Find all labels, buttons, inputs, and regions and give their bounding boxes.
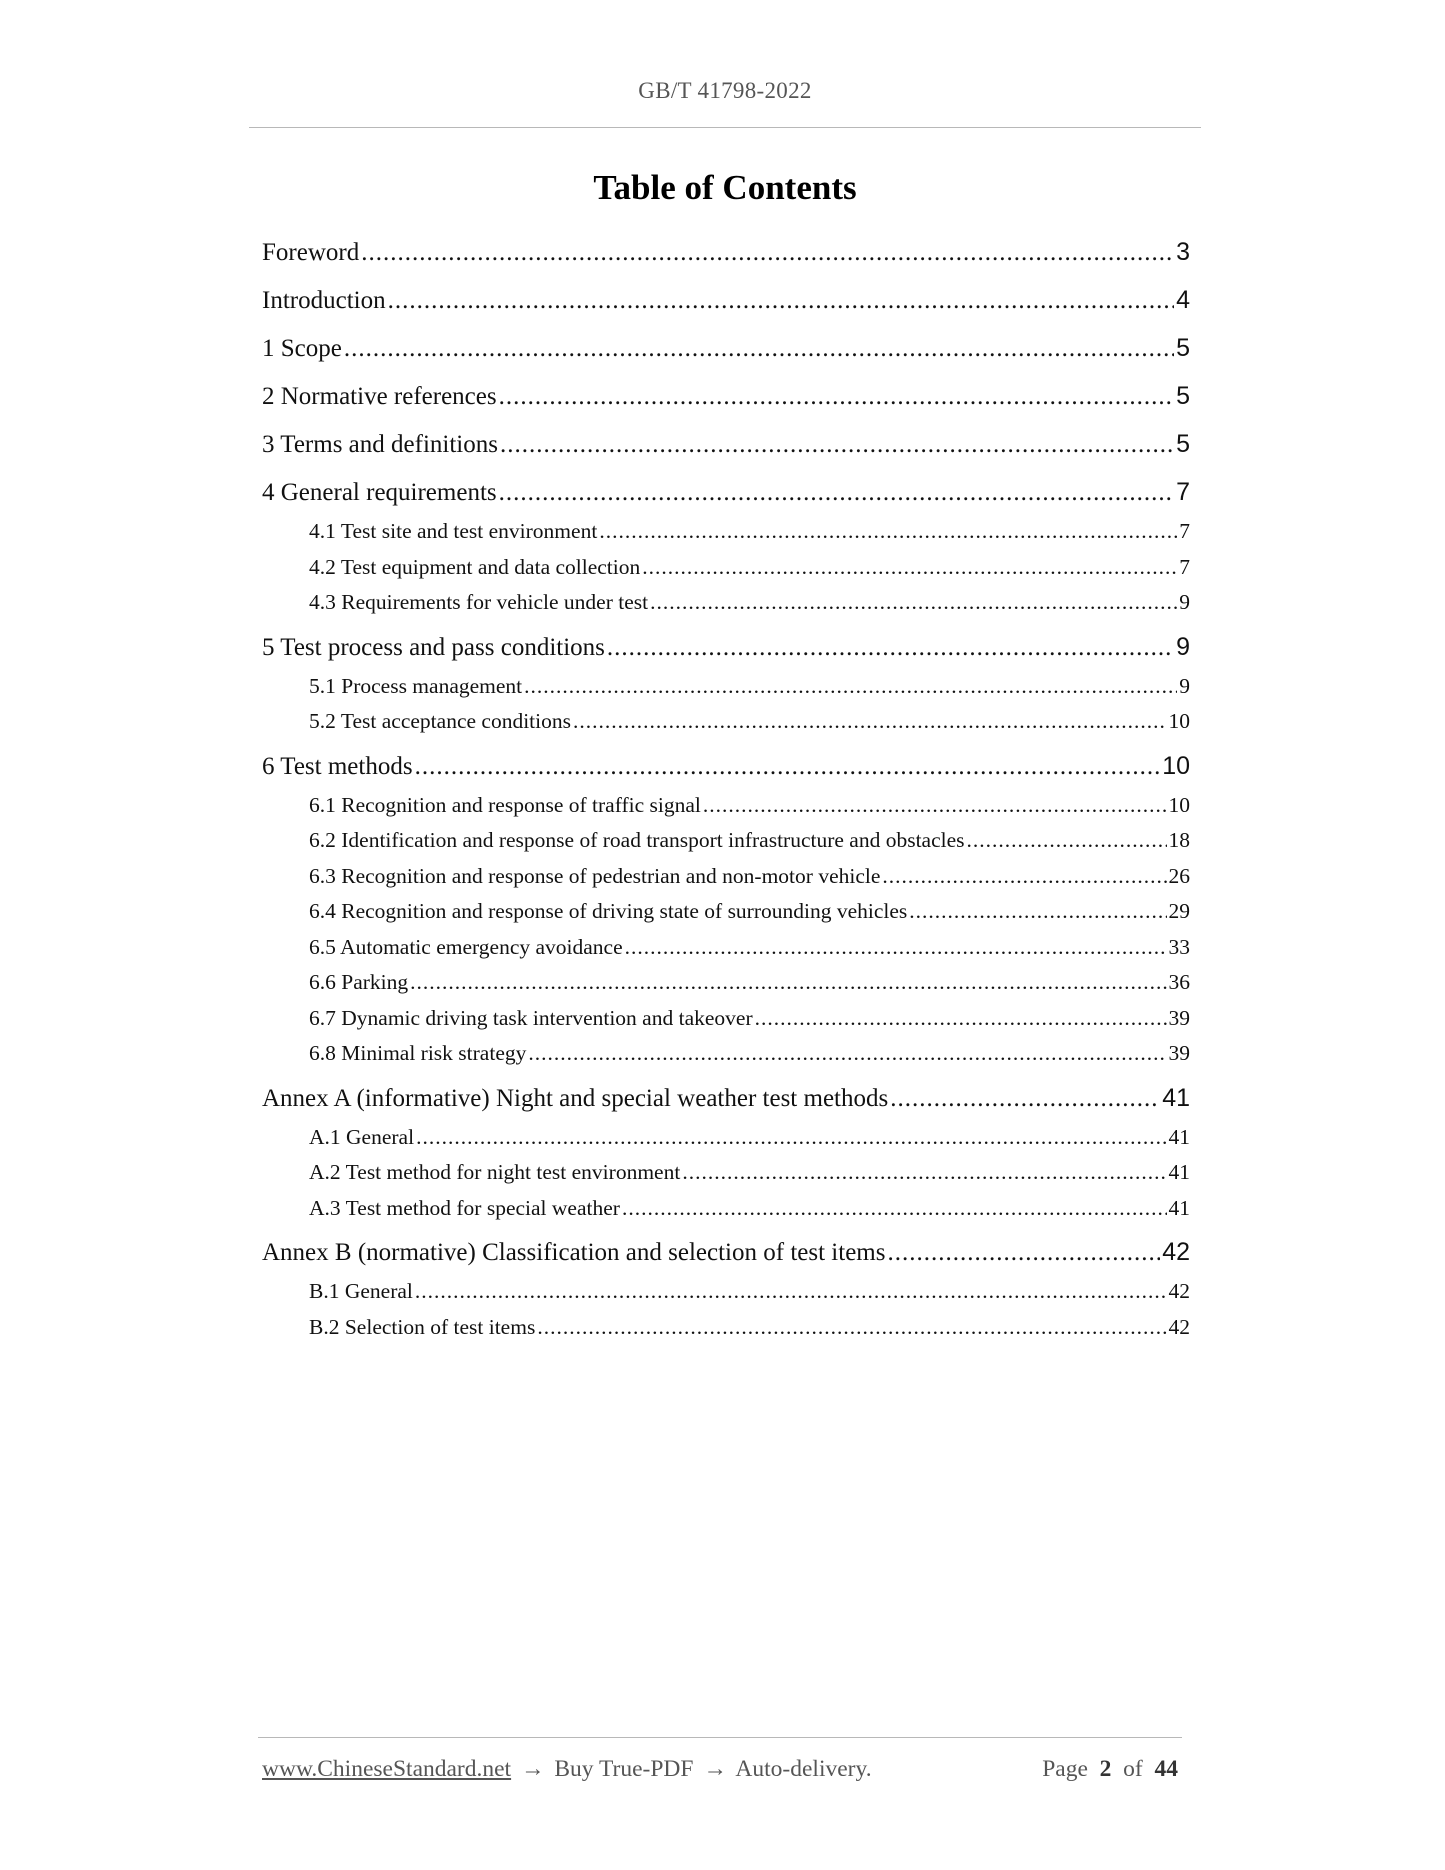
toc-subentry[interactable]	[262, 930, 1190, 966]
toc-entry-label: 5.2 Test acceptance conditions	[309, 709, 571, 733]
toc-entry-label: A.1 General	[309, 1124, 415, 1149]
arrow-right-icon: →	[520, 1756, 545, 1782]
toc-dot-leader	[361, 231, 1174, 275]
toc-entry[interactable]	[262, 625, 1190, 669]
toc-page-number: 39	[1168, 1005, 1190, 1030]
toc-subentry[interactable]	[262, 514, 1190, 550]
toc-entry-label: 6.7 Dynamic driving task intervention and takeover	[309, 1005, 753, 1030]
toc-entry-label: 1 Scope	[262, 335, 342, 362]
toc-dot-leader	[642, 550, 1177, 586]
toc-entry-label: 4.1 Test site and test environment	[309, 519, 598, 543]
toc-entry[interactable]	[262, 1230, 1190, 1274]
buy-pdf-text: Buy True-PDF	[554, 1756, 694, 1782]
toc-entry[interactable]	[262, 278, 1190, 322]
toc-page-number: 36	[1168, 970, 1190, 994]
toc-entry-label: 6.8 Minimal risk strategy	[309, 1041, 527, 1065]
toc-page-number: 33	[1168, 934, 1190, 959]
toc-page-number: 3	[1176, 238, 1190, 266]
toc-dot-leader	[500, 423, 1174, 467]
toc-page-number: 5	[1176, 430, 1190, 458]
toc-subentry[interactable]	[262, 965, 1190, 1001]
toc-subentry[interactable]	[262, 894, 1190, 930]
toc-subentry[interactable]	[262, 1001, 1190, 1037]
toc-entry-label: 2 Normative references	[262, 383, 497, 410]
toc-dot-leader	[909, 894, 1166, 930]
toc-dot-leader	[416, 1120, 1166, 1156]
toc-entry-label: 5.1 Process management	[309, 673, 523, 698]
toc-dot-leader	[344, 327, 1174, 371]
table-of-contents	[262, 230, 1190, 1345]
footer-divider	[258, 1737, 1182, 1738]
toc-page-number: 9	[1179, 673, 1190, 698]
of-word: of	[1123, 1756, 1143, 1782]
toc-page-number: 5	[1176, 382, 1190, 410]
toc-subentry[interactable]	[262, 585, 1190, 621]
toc-dot-leader	[650, 585, 1177, 621]
toc-dot-leader	[528, 1036, 1166, 1072]
toc-page-number: 5	[1176, 334, 1190, 362]
toc-dot-leader	[599, 514, 1177, 550]
toc-entry-label: 6.3 Recognition and response of pedestrian and non-motor vehicle	[309, 863, 881, 888]
toc-entry-label: Foreword	[262, 239, 360, 266]
toc-subentry[interactable]	[262, 1191, 1190, 1227]
toc-dot-leader	[573, 704, 1167, 740]
toc-page-number: 7	[1179, 554, 1190, 579]
header-divider	[249, 127, 1201, 128]
toc-page-number: 10	[1168, 709, 1190, 733]
toc-entry-label: 6.6 Parking	[309, 970, 409, 994]
footer-promo	[262, 1756, 872, 1783]
toc-page-number: 42	[1162, 1238, 1190, 1266]
toc-dot-leader	[890, 1077, 1160, 1121]
auto-delivery-text: Auto-delivery.	[735, 1756, 872, 1782]
toc-entry[interactable]	[262, 1076, 1190, 1120]
toc-page-number: 41	[1168, 1124, 1190, 1149]
toc-entry[interactable]	[262, 230, 1190, 274]
toc-subentry[interactable]	[262, 669, 1190, 705]
toc-entry[interactable]	[262, 326, 1190, 370]
toc-page-number: 10	[1162, 751, 1190, 780]
toc-subentry[interactable]	[262, 788, 1190, 824]
toc-page-number: 41	[1168, 1160, 1190, 1184]
toc-page-number: 4	[1176, 286, 1190, 314]
toc-subentry[interactable]	[262, 1155, 1190, 1191]
toc-entry[interactable]	[262, 374, 1190, 418]
toc-title: Table of Contents	[593, 168, 857, 207]
toc-dot-leader	[882, 859, 1166, 895]
toc-subentry[interactable]	[262, 1310, 1190, 1346]
toc-page-number: 7	[1179, 519, 1190, 543]
page-word: Page	[1042, 1756, 1088, 1782]
toc-dot-leader	[410, 965, 1166, 1001]
toc-subentry[interactable]	[262, 1036, 1190, 1072]
toc-subentry[interactable]	[262, 823, 1190, 859]
toc-entry-label: A.3 Test method for special weather	[309, 1195, 620, 1220]
toc-page-number: 42	[1168, 1314, 1190, 1339]
toc-page-number: 10	[1168, 792, 1190, 817]
toc-page-number: 18	[1168, 828, 1190, 852]
toc-page-number: 9	[1176, 632, 1190, 661]
toc-entry-label: 5 Test process and pass conditions	[262, 633, 605, 661]
toc-page-number: 29	[1168, 899, 1190, 923]
page-number	[1042, 1756, 1178, 1783]
toc-entry[interactable]	[262, 470, 1190, 514]
toc-page-number: 39	[1168, 1041, 1190, 1065]
toc-page-number: 41	[1162, 1083, 1190, 1112]
toc-page-number: 26	[1168, 863, 1190, 888]
toc-dot-leader	[703, 788, 1167, 824]
toc-dot-leader	[499, 375, 1174, 419]
page-current: 2	[1099, 1756, 1112, 1782]
toc-dot-leader	[622, 1191, 1167, 1227]
toc-entry-label: Introduction	[262, 287, 386, 314]
site-link[interactable]: www.ChineseStandard.net	[262, 1756, 512, 1782]
toc-dot-leader	[524, 669, 1177, 705]
page-total: 44	[1154, 1756, 1178, 1782]
toc-dot-leader	[607, 626, 1174, 670]
toc-page-number: 7	[1176, 478, 1190, 506]
toc-entry-label: B.1 General	[309, 1279, 413, 1303]
toc-entry-label: A.2 Test method for night test environment	[309, 1160, 681, 1184]
toc-subentry[interactable]	[262, 1120, 1190, 1156]
toc-entry-label: 4.3 Requirements for vehicle under test	[309, 590, 649, 614]
toc-entry-label: 6.2 Identification and response of road transport infrastructure and obstacles	[309, 828, 965, 852]
toc-entry-label: 6.5 Automatic emergency avoidance	[309, 934, 623, 959]
toc-entry-label: 6.1 Recognition and response of traffic signal	[309, 792, 701, 817]
toc-entry[interactable]	[262, 422, 1190, 466]
toc-subentry[interactable]	[262, 859, 1190, 895]
toc-dot-leader	[415, 1274, 1167, 1310]
toc-dot-leader	[625, 930, 1167, 966]
toc-dot-leader	[755, 1001, 1167, 1037]
toc-entry-label: B.2 Selection of test items	[309, 1314, 536, 1339]
toc-entry-label: 6.4 Recognition and response of driving state of surrounding vehicles	[309, 899, 908, 923]
toc-entry-label: 6 Test methods	[262, 752, 413, 780]
toc-dot-leader	[537, 1310, 1166, 1346]
toc-entry-label: 4 General requirements	[262, 479, 497, 506]
toc-dot-leader	[415, 745, 1161, 789]
toc-subentry[interactable]	[262, 704, 1190, 740]
toc-subentry[interactable]	[262, 550, 1190, 586]
toc-page-number: 9	[1179, 590, 1190, 614]
toc-subentry[interactable]	[262, 1274, 1190, 1310]
toc-entry-label: 3 Terms and definitions	[262, 431, 498, 458]
toc-page-number: 41	[1168, 1195, 1190, 1220]
toc-entry[interactable]	[262, 744, 1190, 788]
toc-entry-label: 4.2 Test equipment and data collection	[309, 554, 641, 579]
toc-entry-label: Annex B (normative) Classification and selection of test items	[262, 1239, 886, 1266]
toc-dot-leader	[682, 1155, 1166, 1191]
arrow-right-icon: →	[703, 1756, 727, 1782]
toc-dot-leader	[499, 471, 1174, 515]
toc-dot-leader	[967, 823, 1167, 859]
toc-dot-leader	[887, 1231, 1160, 1275]
toc-dot-leader	[388, 279, 1175, 323]
toc-page-number: 42	[1168, 1279, 1190, 1303]
page-header: GB/T 41798-2022	[638, 78, 812, 103]
toc-entry-label: Annex A (informative) Night and special weather test methods	[262, 1084, 889, 1112]
